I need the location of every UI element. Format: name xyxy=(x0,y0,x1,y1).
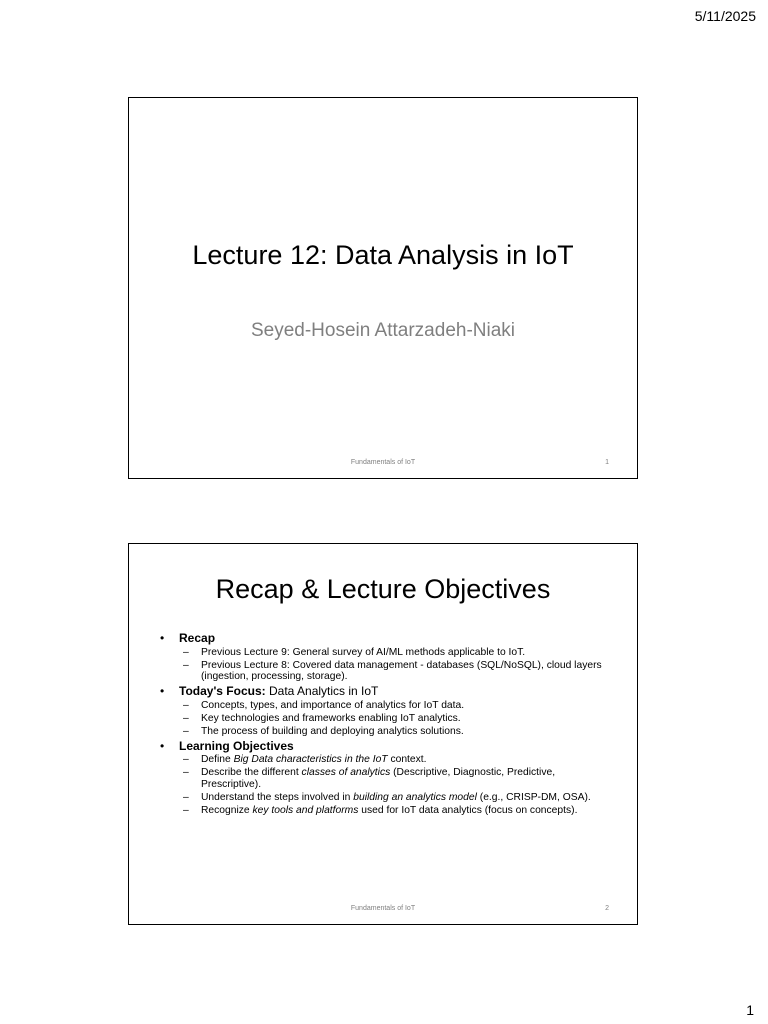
slide-number: 2 xyxy=(605,905,609,912)
slide-title: Recap & Lecture Objectives xyxy=(215,574,551,604)
slide-subtitle: Seyed-Hosein Attarzadeh-Niaki xyxy=(250,320,516,341)
page-number: 1 xyxy=(746,1002,754,1018)
recap-label: Recap xyxy=(179,631,216,645)
bullet-objectives xyxy=(157,740,607,817)
bullet-recap xyxy=(157,632,607,683)
list-item: – Concepts, types, and importance of analytics for IoT data. xyxy=(179,700,607,712)
list-item: – Key technologies and frameworks enabling IoT analytics. xyxy=(179,713,607,725)
list-item: – The process of building and deploying analytics solutions. xyxy=(179,726,607,738)
list-item: – Understand the steps involved in building an analytics model (e.g., CRISP-DM, OSA). xyxy=(179,792,607,804)
slide-title: Lecture 12: Data Analysis in IoT xyxy=(192,240,574,270)
slide-footer: Fundamentals of IoT xyxy=(350,459,416,466)
slide-2 xyxy=(128,543,638,925)
slide-footer: Fundamentals of IoT xyxy=(350,905,416,912)
page-date: 5/11/2025 xyxy=(694,8,756,24)
list-item: – Recognize key tools and platforms used for IoT data analytics (focus on concepts). xyxy=(179,805,607,817)
bullet-focus xyxy=(157,685,607,737)
focus-text: Data Analytics in IoT xyxy=(269,684,379,699)
slide-body xyxy=(157,632,607,819)
list-item: – Describe the different classes of analytics (Descriptive, Diagnostic, Predictive, Prescriptive). xyxy=(179,767,607,791)
objectives-label: Learning Objectives xyxy=(179,738,294,753)
list-item: – Previous Lecture 8: Covered data management - databases (SQL/NoSQL), cloud layers (ingestion, processing, storage). xyxy=(179,660,607,684)
slide-number: 1 xyxy=(605,459,609,466)
list-item: – Previous Lecture 9: General survey of AI/ML methods applicable to IoT. xyxy=(179,647,607,659)
list-item: – Define Big Data characteristics in the IoT context. xyxy=(179,754,607,766)
focus-label: Today's Focus: xyxy=(179,684,266,699)
slide-1 xyxy=(128,97,638,479)
